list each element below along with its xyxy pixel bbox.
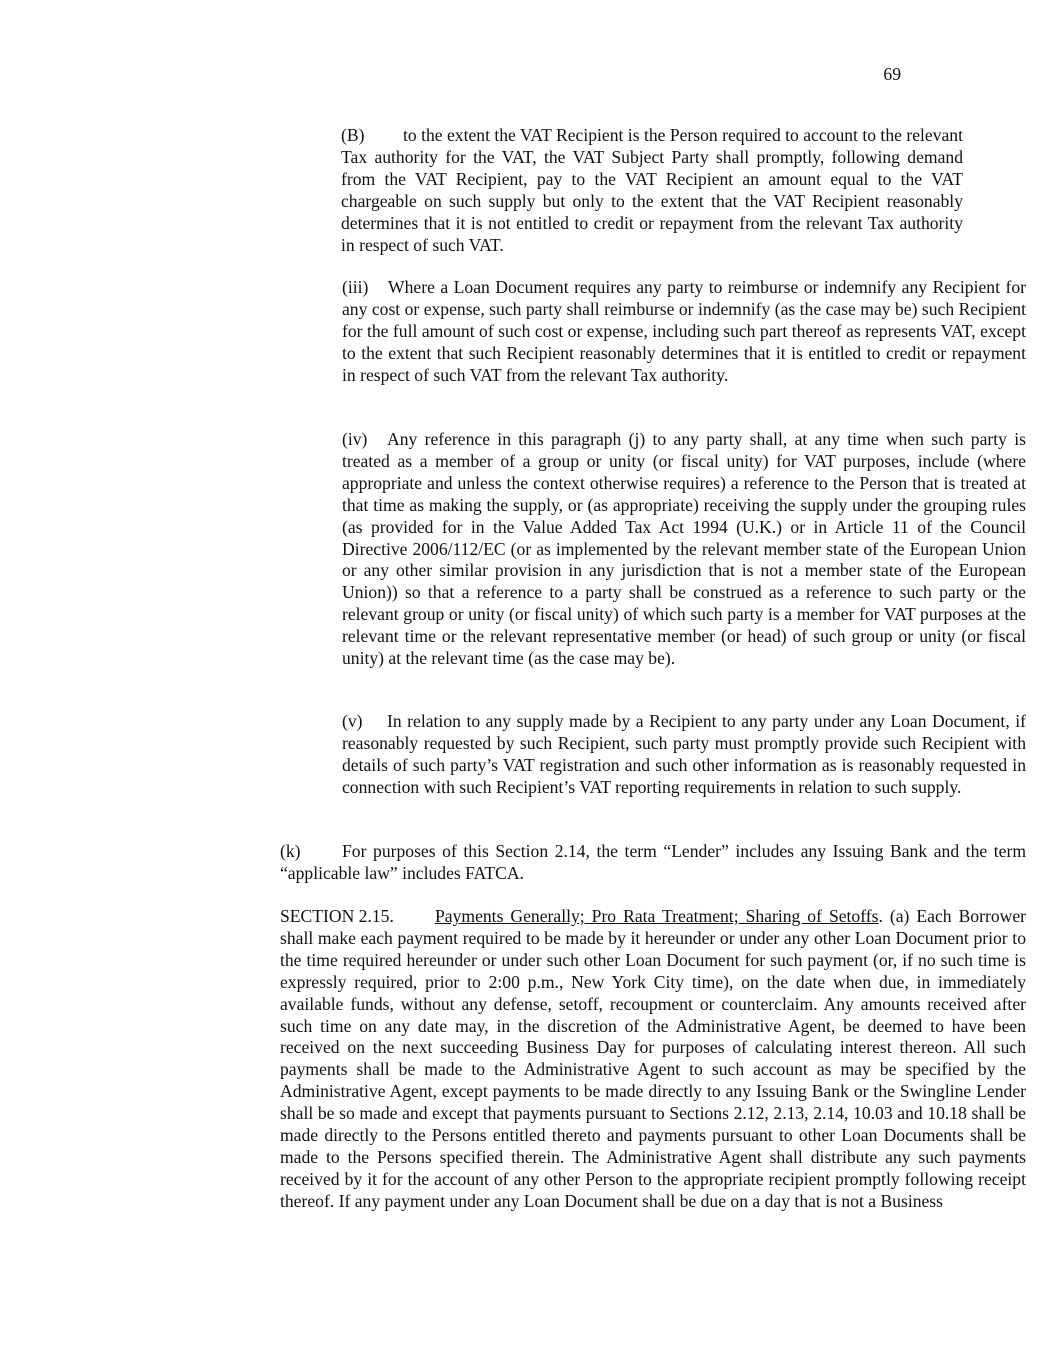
paragraph-iv-marker: (iv) — [342, 429, 368, 449]
paragraph-k-marker: (k) — [280, 841, 301, 861]
paragraph-b-marker: (B) — [341, 125, 365, 145]
section-2-15 — [155, 906, 1026, 1213]
paragraph-b — [279, 125, 963, 256]
paragraph-iii-text: Where a Loan Document requires any party to reimburse or indemnify any Recipient for any cost or expense, such party shall reimburse or indemnify (as the case may be) such Recipient for the full amount of such cost or expense, including such part thereof as represents VAT, except to the extent that such Recipient reasonably determines that it is entitled to credit or repayment in respect of such VAT from the relevant Tax authority. — [342, 277, 1026, 385]
paragraph-k-text: For purposes of this Section 2.14, the term “Lender” includes any Issuing Bank and the term “applicable law” includes FATCA. — [280, 841, 1026, 883]
paragraph-iv — [217, 429, 1026, 670]
paragraph-b-text: to the extent the VAT Recipient is the Person required to account to the relevant Tax authority for the VAT, the VAT Subject Party shall promptly, following demand from the VAT Recipient, pay to the VAT Recipient an amount equal to the VAT chargeable on such supply but only to the extent that the VAT Recipient reasonably determines that it is not entitled to credit or repayment from the relevant Tax authority in respect of such VAT. — [341, 125, 963, 255]
paragraph-iii — [217, 277, 1026, 387]
section-2-15-heading: Payments Generally; Pro Rata Treatment; Sharing of Setoffs — [435, 906, 879, 926]
section-2-15-label: SECTION 2.15. — [280, 906, 394, 926]
paragraph-v-marker: (v) — [342, 711, 363, 731]
paragraph-v-text: In relation to any supply made by a Recipient to any party under any Loan Document, if reasonably requested by such Recipient, such party must promptly provide such Recipient with details of such party’s VAT registration and such other information as is reasonably requested in connection with such Recipient’s VAT reporting requirements in relation to such supply. — [342, 711, 1026, 797]
page-number: 69 — [883, 64, 901, 84]
section-2-15-text: (a) Each Borrower shall make each payment required to be made by it hereunder or under any other Loan Document prior to the time required hereunder or under such other Loan Document for such payment (or, if no such time is expressly required, prior to 2:00 p.m., New York City time), on the date when due, in immediately available funds, without any defense, setoff, recoupment or counterclaim. Any amounts received after such time on any date may, in the discretion of the Administrative Agent, be deemed to have been received on the next succeeding Business Day for purposes of calculating interest thereon. All such payments shall be made to the Administrative Agent to such account as may be specified by the Administrative Agent, except payments to be made directly to any Issuing Bank or the Swingline Lender shall be so made and except that payments pursuant to Sections 2.12, 2.13, 2.14, 10.03 and 10.18 shall be made directly to the Persons entitled thereto and payments pursuant to other Loan Documents shall be made to the Persons specified therein. The Administrative Agent shall distribute any such payments received by it for the account of any other Person to the appropriate recipient promptly following receipt thereof. If any payment under any Loan Document shall be due on a day that is not a Business — [280, 906, 1026, 1211]
paragraph-iii-marker: (iii) — [342, 277, 369, 297]
paragraph-v — [217, 711, 1026, 799]
paragraph-iv-text: Any reference in this paragraph (j) to any party shall, at any time when such party is treated as a member of a group or unity (or fiscal unity) for VAT purposes, include (where appropriate and unless the context otherwise requires) a reference to the Person that is treated at that time as making the supply, or (as appropriate) receiving the supply under the grouping rules (as provided for in the Value Added Tax Act 1994 (U.K.) or in Article 11 of the Council Directive 2006/112/EC (or as implemented by the relevant member state of the European Union or any other similar provision in any jurisdiction that is not a member state of the European Union)) so that a reference to a party shall be construed as a reference to such party or the relevant group or unity (or fiscal unity) of which such party is a member for VAT purposes at the relevant time or the relevant representative member (or head) of such group or unity (or fiscal unity) at the relevant time (as the case may be). — [342, 429, 1026, 669]
paragraph-k — [155, 841, 1026, 885]
section-2-15-heading-period: . — [878, 906, 883, 926]
